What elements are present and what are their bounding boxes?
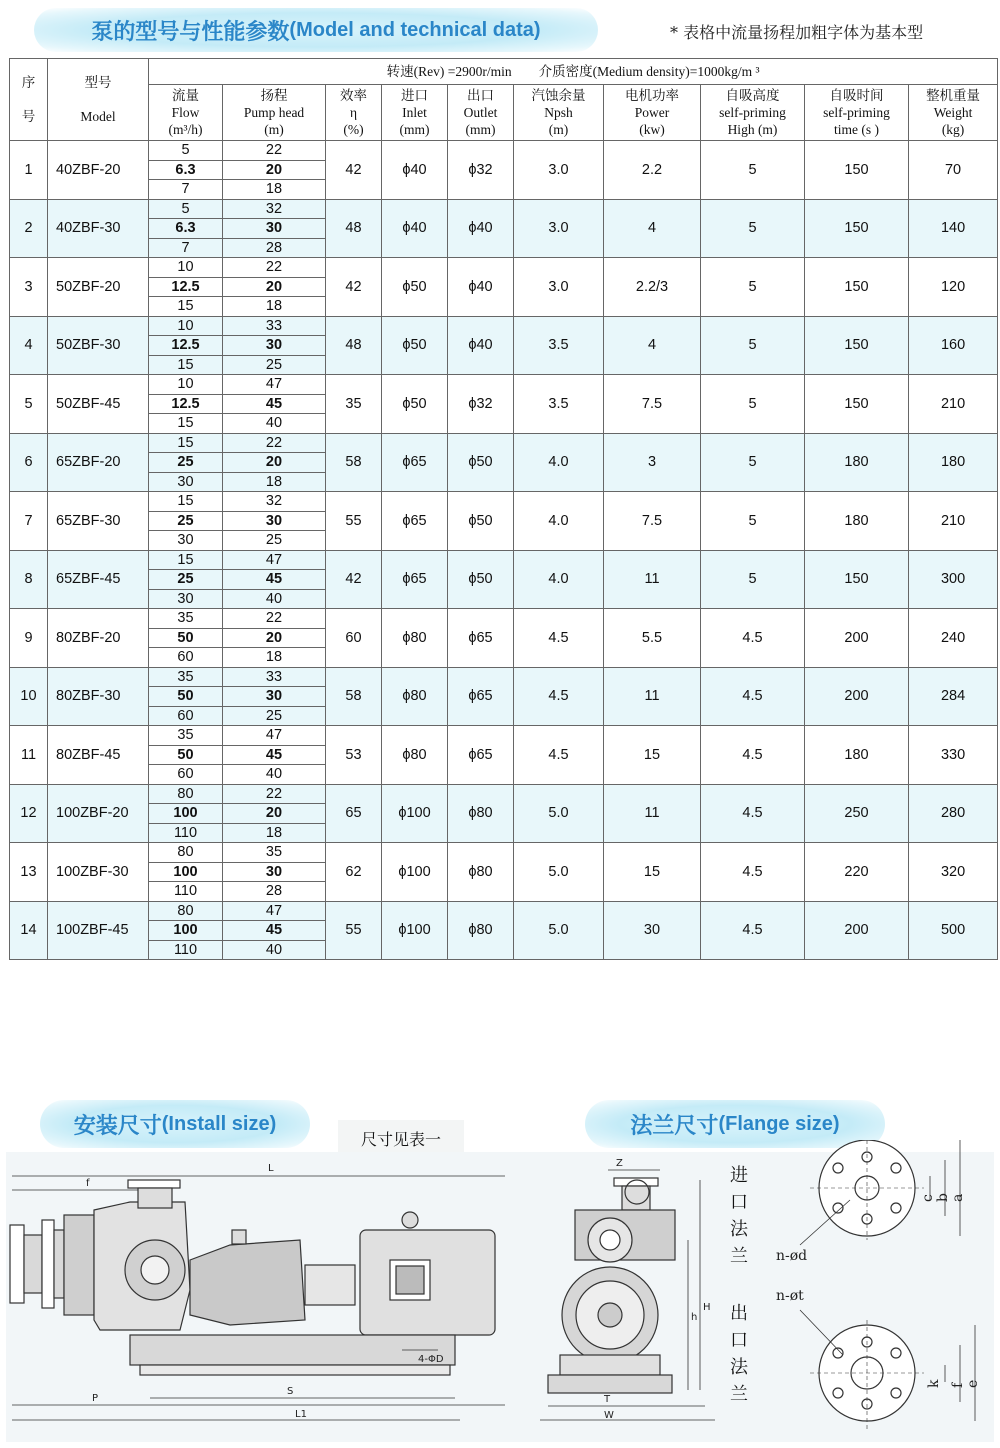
cell-flow: 5	[149, 141, 223, 161]
cell-stime: 250	[805, 784, 909, 843]
cell-flow: 25	[149, 511, 223, 531]
cell-head: 32	[223, 492, 326, 512]
cell-outlet: ϕ80	[448, 901, 514, 960]
title-zh: 泵的型号与性能参数	[91, 18, 290, 45]
technical-drawings	[0, 1140, 1000, 1440]
dim-W: W	[604, 1410, 614, 1421]
flange-drawings	[776, 1140, 981, 1430]
cell-head: 25	[223, 355, 326, 375]
flange-dim-c: c	[920, 1194, 936, 1202]
cell-inlet: ϕ40	[382, 141, 448, 200]
cell-inlet: ϕ50	[382, 375, 448, 434]
cell-inlet: ϕ40	[382, 199, 448, 258]
cell-flow: 12.5	[149, 277, 223, 297]
cell-stime: 200	[805, 901, 909, 960]
cell-flow: 110	[149, 823, 223, 843]
cell-stime: 150	[805, 550, 909, 609]
header-no: 序 号	[10, 59, 48, 141]
cell-inlet: ϕ65	[382, 492, 448, 551]
table-row	[10, 141, 998, 161]
cell-head: 25	[223, 706, 326, 726]
cell-weight: 70	[909, 141, 998, 200]
cell-head: 33	[223, 667, 326, 687]
cell-no: 4	[10, 316, 48, 375]
cell-power: 4	[604, 199, 701, 258]
cell-power: 7.5	[604, 492, 701, 551]
cell-no: 8	[10, 550, 48, 609]
cell-head: 47	[223, 726, 326, 746]
cell-model: 80ZBF-45	[48, 726, 149, 785]
cell-head: 28	[223, 882, 326, 902]
cell-shigh: 5	[701, 550, 805, 609]
cell-head: 20	[223, 628, 326, 648]
cell-outlet: ϕ65	[448, 667, 514, 726]
cell-no: 10	[10, 667, 48, 726]
outlet-flange-label: 出 口 法 兰	[730, 1303, 748, 1405]
cell-shigh: 5	[701, 316, 805, 375]
cell-head: 33	[223, 316, 326, 336]
cell-npsh: 5.0	[514, 784, 604, 843]
flange-title-zh: 法兰尺寸	[630, 1112, 719, 1139]
cell-head: 30	[223, 862, 326, 882]
cell-model: 65ZBF-20	[48, 433, 149, 492]
cell-no: 11	[10, 726, 48, 785]
cell-stime: 180	[805, 492, 909, 551]
cell-shigh: 4.5	[701, 726, 805, 785]
cell-head: 40	[223, 765, 326, 785]
cell-weight: 280	[909, 784, 998, 843]
cell-outlet: ϕ32	[448, 375, 514, 434]
cell-flow: 15	[149, 492, 223, 512]
cell-head: 32	[223, 199, 326, 219]
cell-power: 15	[604, 843, 701, 902]
cell-eff: 58	[326, 667, 382, 726]
cell-eff: 53	[326, 726, 382, 785]
cell-head: 40	[223, 940, 326, 960]
cell-head: 45	[223, 921, 326, 941]
cell-outlet: ϕ65	[448, 726, 514, 785]
cell-weight: 210	[909, 492, 998, 551]
cell-flow: 100	[149, 804, 223, 824]
dim-P: P	[92, 1393, 99, 1404]
cell-flow: 15	[149, 414, 223, 434]
cell-model: 65ZBF-30	[48, 492, 149, 551]
cell-power: 11	[604, 667, 701, 726]
cell-flow: 50	[149, 687, 223, 707]
cell-head: 45	[223, 745, 326, 765]
dim-f: f	[86, 1178, 90, 1189]
cell-eff: 48	[326, 199, 382, 258]
cell-model: 50ZBF-20	[48, 258, 149, 317]
cell-model: 50ZBF-45	[48, 375, 149, 434]
cell-inlet: ϕ50	[382, 316, 448, 375]
cell-model: 40ZBF-30	[48, 199, 149, 258]
table-row	[10, 316, 998, 336]
flange-title-en: (Flange size)	[718, 1112, 840, 1135]
cell-model: 50ZBF-30	[48, 316, 149, 375]
flange-dim-a: a	[950, 1193, 966, 1202]
cell-flow: 25	[149, 570, 223, 590]
header-weight: 整机重量 Weight (kg)	[909, 85, 998, 141]
cell-head: 22	[223, 609, 326, 629]
install-title-zh: 安装尺寸	[73, 1112, 162, 1139]
cell-power: 7.5	[604, 375, 701, 434]
header-head: 扬程 Pump head (m)	[223, 85, 326, 141]
cell-flow: 6.3	[149, 160, 223, 180]
cell-power: 2.2/3	[604, 258, 701, 317]
cell-flow: 15	[149, 550, 223, 570]
cell-head: 30	[223, 219, 326, 239]
cell-power: 3	[604, 433, 701, 492]
table-row	[10, 492, 998, 512]
cell-model: 100ZBF-20	[48, 784, 149, 843]
cell-flow: 10	[149, 316, 223, 336]
cell-power: 30	[604, 901, 701, 960]
cell-no: 2	[10, 199, 48, 258]
cell-flow: 30	[149, 472, 223, 492]
cell-head: 25	[223, 531, 326, 551]
cell-npsh: 4.5	[514, 609, 604, 668]
cell-flow: 60	[149, 648, 223, 668]
flange-dim-k: k	[926, 1379, 942, 1388]
cell-no: 3	[10, 258, 48, 317]
spec-table	[9, 58, 998, 960]
cell-flow: 50	[149, 628, 223, 648]
cell-head: 22	[223, 141, 326, 161]
cell-npsh: 4.0	[514, 492, 604, 551]
cell-head: 45	[223, 570, 326, 590]
cell-power: 5.5	[604, 609, 701, 668]
cell-no: 12	[10, 784, 48, 843]
cell-flow: 35	[149, 609, 223, 629]
cell-weight: 180	[909, 433, 998, 492]
cell-flow: 50	[149, 745, 223, 765]
cell-head: 18	[223, 297, 326, 317]
table-row	[10, 258, 998, 278]
cell-inlet: ϕ65	[382, 433, 448, 492]
flange-dim-f: f	[950, 1382, 966, 1388]
spec-table-body	[10, 141, 998, 960]
cell-head: 22	[223, 433, 326, 453]
cell-model: 100ZBF-30	[48, 843, 149, 902]
dim-L1: L1	[295, 1409, 307, 1420]
cell-npsh: 4.0	[514, 433, 604, 492]
cell-weight: 330	[909, 726, 998, 785]
cell-npsh: 5.0	[514, 901, 604, 960]
cell-eff: 42	[326, 141, 382, 200]
cell-flow: 10	[149, 375, 223, 395]
install-note: 尺寸见表一	[338, 1120, 464, 1156]
cell-no: 7	[10, 492, 48, 551]
table-row	[10, 550, 998, 570]
flange-dim-n-d: n-ød	[776, 1248, 808, 1264]
dim-Z: Z	[616, 1158, 623, 1169]
cell-inlet: ϕ100	[382, 843, 448, 902]
dim-H: H	[703, 1302, 711, 1313]
cell-inlet: ϕ65	[382, 550, 448, 609]
cell-no: 1	[10, 141, 48, 200]
cell-flow: 15	[149, 355, 223, 375]
cell-eff: 55	[326, 901, 382, 960]
cell-power: 2.2	[604, 141, 701, 200]
cell-flow: 5	[149, 199, 223, 219]
cell-head: 20	[223, 804, 326, 824]
inlet-flange-label: 进 口 法 兰	[730, 1165, 748, 1267]
cell-npsh: 3.0	[514, 141, 604, 200]
cell-weight: 300	[909, 550, 998, 609]
title-banner	[34, 8, 598, 52]
header-condition: 转速(Rev) =2900r/min 介质密度(Medium density)=1000kg/m ³	[149, 59, 998, 85]
cell-eff: 58	[326, 433, 382, 492]
cell-power: 15	[604, 726, 701, 785]
cell-stime: 150	[805, 199, 909, 258]
cell-weight: 500	[909, 901, 998, 960]
cell-shigh: 5	[701, 492, 805, 551]
cell-shigh: 5	[701, 433, 805, 492]
cell-flow: 25	[149, 453, 223, 473]
cell-power: 11	[604, 550, 701, 609]
cell-weight: 210	[909, 375, 998, 434]
cell-inlet: ϕ50	[382, 258, 448, 317]
table-row	[10, 199, 998, 219]
cell-outlet: ϕ40	[448, 258, 514, 317]
flange-dim-b: b	[935, 1193, 951, 1202]
front-view-drawing	[540, 1158, 715, 1421]
cell-flow: 60	[149, 706, 223, 726]
side-view-drawing	[10, 1163, 505, 1420]
cell-head: 22	[223, 784, 326, 804]
cell-head: 40	[223, 589, 326, 609]
cell-head: 35	[223, 843, 326, 863]
table-row	[10, 375, 998, 395]
cell-flow: 12.5	[149, 336, 223, 356]
cell-flow: 100	[149, 921, 223, 941]
cell-stime: 150	[805, 375, 909, 434]
header-eff: 效率 η (%)	[326, 85, 382, 141]
cell-eff: 42	[326, 550, 382, 609]
cell-flow: 12.5	[149, 394, 223, 414]
cell-inlet: ϕ100	[382, 784, 448, 843]
cell-head: 30	[223, 336, 326, 356]
table-row	[10, 433, 998, 453]
table-row	[10, 843, 998, 863]
cell-weight: 120	[909, 258, 998, 317]
cell-flow: 100	[149, 862, 223, 882]
dim-T: T	[604, 1394, 611, 1405]
cell-shigh: 4.5	[701, 901, 805, 960]
cell-npsh: 4.5	[514, 726, 604, 785]
cell-shigh: 4.5	[701, 784, 805, 843]
cell-stime: 200	[805, 609, 909, 668]
cell-eff: 42	[326, 258, 382, 317]
cell-outlet: ϕ50	[448, 492, 514, 551]
cell-flow: 6.3	[149, 219, 223, 239]
header-model: 型号 Model	[48, 59, 149, 141]
cell-head: 28	[223, 238, 326, 258]
table-row	[10, 667, 998, 687]
cell-npsh: 3.5	[514, 375, 604, 434]
bold-note: * 表格中流量扬程加粗字体为基本型	[670, 23, 924, 42]
cell-head: 30	[223, 511, 326, 531]
cell-head: 18	[223, 180, 326, 200]
cell-npsh: 3.0	[514, 199, 604, 258]
cell-no: 6	[10, 433, 48, 492]
cell-stime: 180	[805, 726, 909, 785]
cell-head: 18	[223, 823, 326, 843]
cell-weight: 284	[909, 667, 998, 726]
cell-flow: 35	[149, 726, 223, 746]
cell-head: 22	[223, 258, 326, 278]
cell-inlet: ϕ80	[382, 609, 448, 668]
cell-flow: 80	[149, 784, 223, 804]
cell-head: 18	[223, 472, 326, 492]
cell-flow: 35	[149, 667, 223, 687]
title-en: (Model and technical data)	[289, 18, 541, 41]
cell-outlet: ϕ80	[448, 843, 514, 902]
cell-no: 5	[10, 375, 48, 434]
cell-flow: 10	[149, 258, 223, 278]
cell-head: 40	[223, 414, 326, 434]
cell-npsh: 4.5	[514, 667, 604, 726]
cell-stime: 150	[805, 316, 909, 375]
cell-outlet: ϕ65	[448, 609, 514, 668]
header-self-priming-time: 自吸时间 self-priming time (s )	[805, 85, 909, 141]
cell-stime: 180	[805, 433, 909, 492]
cell-shigh: 5	[701, 258, 805, 317]
cell-power: 4	[604, 316, 701, 375]
cell-head: 47	[223, 375, 326, 395]
cell-model: 65ZBF-45	[48, 550, 149, 609]
cell-head: 47	[223, 901, 326, 921]
cell-inlet: ϕ80	[382, 667, 448, 726]
cell-weight: 140	[909, 199, 998, 258]
cell-outlet: ϕ40	[448, 316, 514, 375]
cell-npsh: 3.5	[514, 316, 604, 375]
cell-no: 14	[10, 901, 48, 960]
cell-model: 80ZBF-20	[48, 609, 149, 668]
cell-eff: 60	[326, 609, 382, 668]
cell-no: 13	[10, 843, 48, 902]
cell-head: 47	[223, 550, 326, 570]
cell-shigh: 4.5	[701, 609, 805, 668]
table-row	[10, 726, 998, 746]
cell-head: 20	[223, 277, 326, 297]
cell-flow: 15	[149, 297, 223, 317]
cell-inlet: ϕ80	[382, 726, 448, 785]
cell-shigh: 5	[701, 375, 805, 434]
cell-flow: 30	[149, 589, 223, 609]
flange-dim-e: e	[965, 1379, 981, 1388]
cell-model: 80ZBF-30	[48, 667, 149, 726]
table-row	[10, 609, 998, 629]
cell-flow: 80	[149, 901, 223, 921]
cell-head: 45	[223, 394, 326, 414]
header-self-priming-high: 自吸高度 self-priming High (m)	[701, 85, 805, 141]
cell-shigh: 4.5	[701, 667, 805, 726]
cell-shigh: 4.5	[701, 843, 805, 902]
header-outlet: 出口 Outlet (mm)	[448, 85, 514, 141]
cell-eff: 65	[326, 784, 382, 843]
cell-flow: 60	[149, 765, 223, 785]
install-title-en: (Install size)	[161, 1112, 277, 1135]
cell-head: 30	[223, 687, 326, 707]
cell-shigh: 5	[701, 199, 805, 258]
header-flow: 流量 Flow (m³/h)	[149, 85, 223, 141]
cell-stime: 150	[805, 258, 909, 317]
cell-stime: 220	[805, 843, 909, 902]
cell-weight: 240	[909, 609, 998, 668]
cell-eff: 55	[326, 492, 382, 551]
cell-flow: 80	[149, 843, 223, 863]
cell-weight: 160	[909, 316, 998, 375]
table-row	[10, 901, 998, 921]
cell-outlet: ϕ32	[448, 141, 514, 200]
cell-flow: 110	[149, 940, 223, 960]
cell-eff: 62	[326, 843, 382, 902]
header-inlet: 进口 Inlet (mm)	[382, 85, 448, 141]
cell-eff: 48	[326, 316, 382, 375]
cell-shigh: 5	[701, 141, 805, 200]
cell-weight: 320	[909, 843, 998, 902]
cell-stime: 150	[805, 141, 909, 200]
cell-outlet: ϕ50	[448, 433, 514, 492]
cell-flow: 15	[149, 433, 223, 453]
cell-inlet: ϕ100	[382, 901, 448, 960]
cell-head: 18	[223, 648, 326, 668]
header-npsh: 汽蚀余量 Npsh (m)	[514, 85, 604, 141]
cell-flow: 110	[149, 882, 223, 902]
cell-flow: 7	[149, 238, 223, 258]
cell-npsh: 5.0	[514, 843, 604, 902]
dim-4-phiD: 4-ΦD	[418, 1354, 444, 1365]
cell-stime: 200	[805, 667, 909, 726]
cell-head: 20	[223, 453, 326, 473]
cell-outlet: ϕ80	[448, 784, 514, 843]
cell-outlet: ϕ40	[448, 199, 514, 258]
cell-no: 9	[10, 609, 48, 668]
cell-flow: 30	[149, 531, 223, 551]
dim-L: L	[268, 1163, 274, 1174]
cell-npsh: 4.0	[514, 550, 604, 609]
cell-model: 100ZBF-45	[48, 901, 149, 960]
header-power: 电机功率 Power (kw)	[604, 85, 701, 141]
cell-head: 20	[223, 160, 326, 180]
flange-dim-n-t: n-øt	[776, 1288, 804, 1304]
cell-eff: 35	[326, 375, 382, 434]
table-row	[10, 784, 998, 804]
cell-npsh: 3.0	[514, 258, 604, 317]
dim-S: S	[287, 1386, 294, 1397]
cell-outlet: ϕ50	[448, 550, 514, 609]
dim-h: h	[691, 1312, 698, 1323]
cell-power: 11	[604, 784, 701, 843]
cell-model: 40ZBF-20	[48, 141, 149, 200]
cell-flow: 7	[149, 180, 223, 200]
